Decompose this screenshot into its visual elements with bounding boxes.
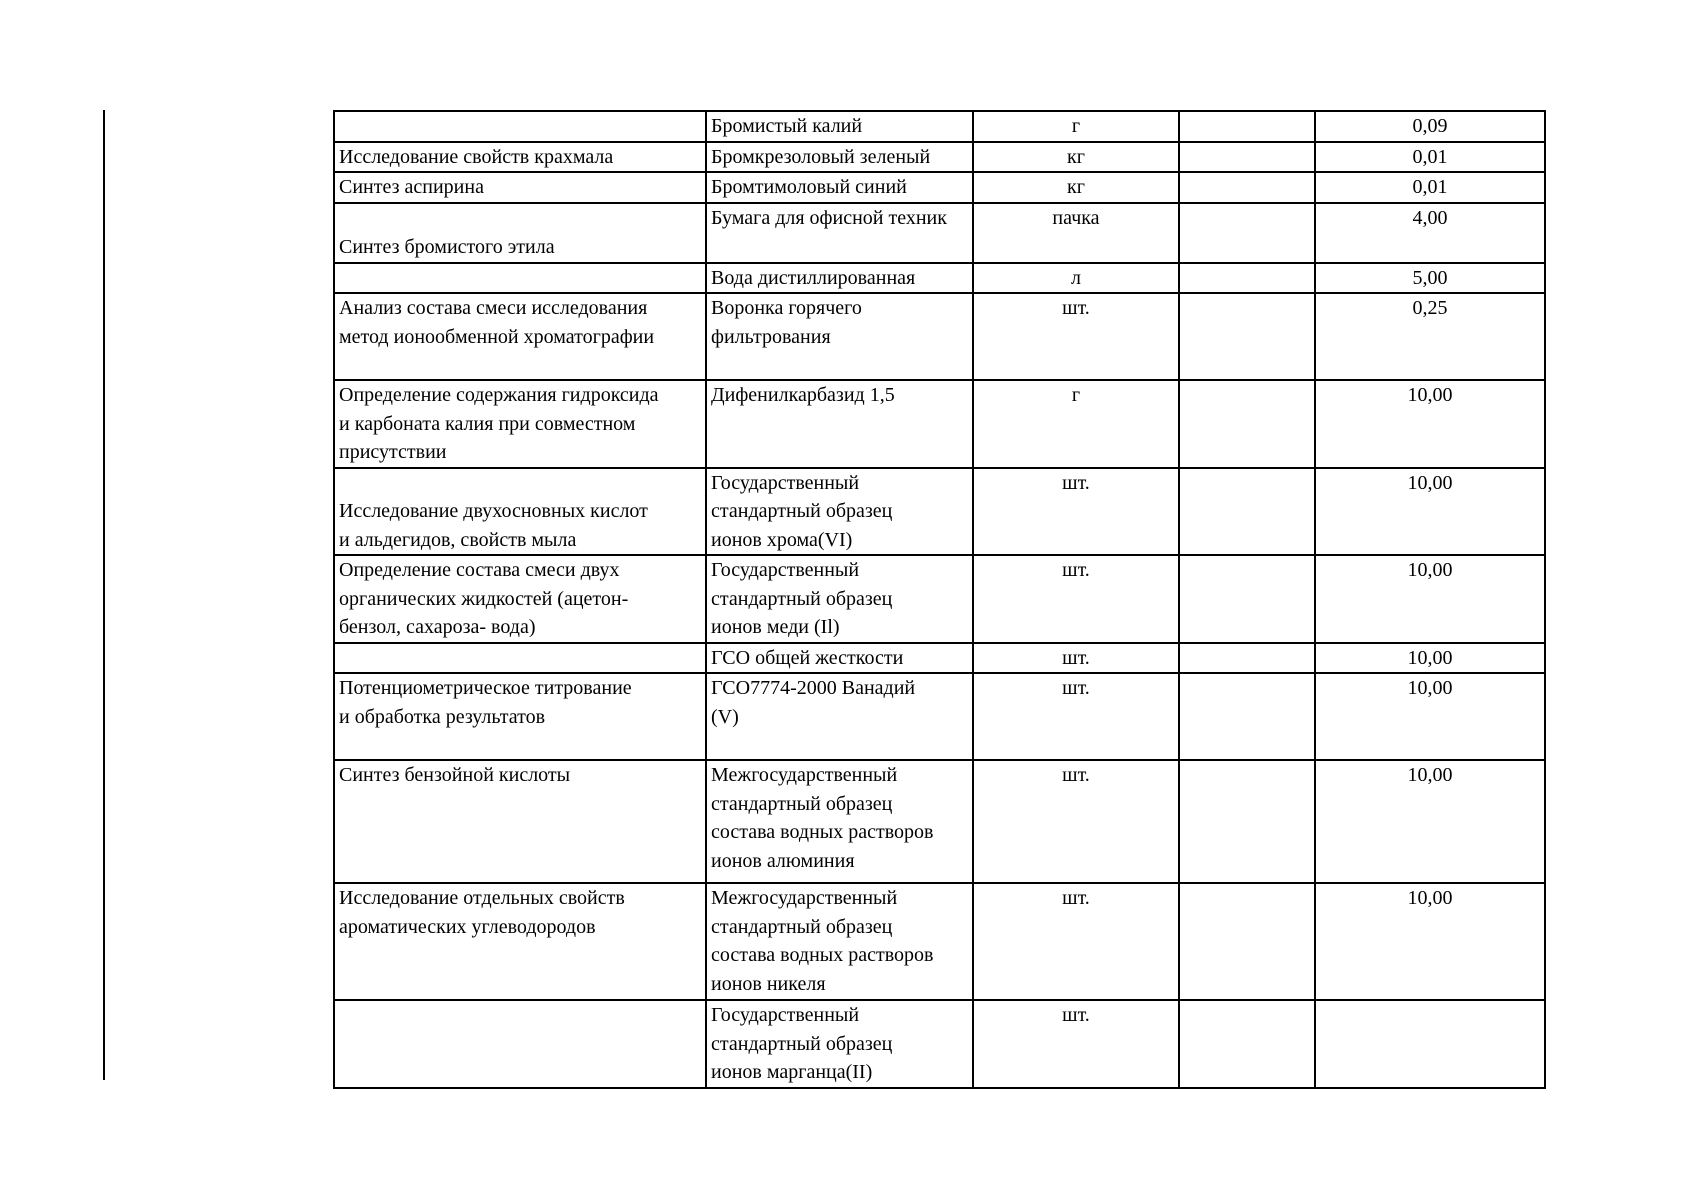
quantity-cell: 10,00 xyxy=(1315,555,1545,643)
work-cell xyxy=(334,1000,706,1088)
empty-cell xyxy=(1179,760,1315,883)
table-row xyxy=(334,380,1545,468)
material-cell: ГСО общей жесткости xyxy=(706,643,973,674)
table-row xyxy=(334,643,1545,674)
empty-cell xyxy=(1179,1000,1315,1088)
unit-cell: г xyxy=(973,111,1179,142)
unit-cell: л xyxy=(973,263,1179,294)
unit-cell: шт. xyxy=(973,555,1179,643)
table-row xyxy=(334,111,1545,142)
unit-cell: шт. xyxy=(973,643,1179,674)
table-row xyxy=(334,883,1545,1000)
work-cell: Исследование свойств крахмала xyxy=(334,142,706,173)
empty-cell xyxy=(1179,468,1315,556)
material-cell: Вода дистиллированная xyxy=(706,263,973,294)
material-cell: Воронка горячего фильтрования xyxy=(706,293,973,380)
table-row xyxy=(334,760,1545,883)
material-cell: Бромистый калий xyxy=(706,111,973,142)
empty-cell xyxy=(1179,111,1315,142)
material-cell: Дифенилкарбазид 1,5 xyxy=(706,380,973,468)
work-cell xyxy=(334,263,706,294)
quantity-cell: 0,01 xyxy=(1315,172,1545,203)
table-row xyxy=(334,142,1545,173)
material-cell: ГСО7774-2000 Ванадий (V) xyxy=(706,673,973,760)
unit-cell: пачка xyxy=(973,203,1179,263)
work-cell: Синтез бромистого этила xyxy=(334,203,706,263)
material-cell: Бромкрезоловый зеленый xyxy=(706,142,973,173)
empty-cell xyxy=(1179,673,1315,760)
material-cell: Государственный стандартный образец ионов марганца(II) xyxy=(706,1000,973,1088)
unit-cell: шт. xyxy=(973,883,1179,1000)
unit-cell: шт. xyxy=(973,673,1179,760)
material-cell: Бумага для офисной техник xyxy=(706,203,973,263)
unit-cell: шт. xyxy=(973,760,1179,883)
quantity-cell: 0,01 xyxy=(1315,142,1545,173)
work-cell: Синтез бензойной кислоты xyxy=(334,760,706,883)
work-cell: Анализ состава смеси исследования метод ионообменной хроматографии xyxy=(334,293,706,380)
work-cell xyxy=(334,643,706,674)
material-cell: Государственный стандартный образец ионов меди (Il) xyxy=(706,555,973,643)
work-cell: Синтез аспирина xyxy=(334,172,706,203)
material-cell: Межгосударственный стандартный образец состава водных растворов ионов алюминия xyxy=(706,760,973,883)
unit-cell: г xyxy=(973,380,1179,468)
materials-table xyxy=(333,110,1546,1089)
work-cell: Исследование двухосновных кислот и альдегидов, свойств мыла xyxy=(334,468,706,556)
unit-cell: кг xyxy=(973,172,1179,203)
empty-cell xyxy=(1179,643,1315,674)
empty-cell xyxy=(1179,172,1315,203)
quantity-cell: 0,09 xyxy=(1315,111,1545,142)
quantity-cell: 5,00 xyxy=(1315,263,1545,294)
table-row xyxy=(334,263,1545,294)
unit-cell: шт. xyxy=(973,293,1179,380)
empty-cell xyxy=(1179,380,1315,468)
work-cell: Определение состава смеси двух органических жидкостей (ацетон- бензол, сахароза- вода) xyxy=(334,555,706,643)
empty-cell xyxy=(1179,263,1315,294)
work-cell: Определение содержания гидроксида и карбоната калия при совместном присутствии xyxy=(334,380,706,468)
unit-cell: кг xyxy=(973,142,1179,173)
quantity-cell: 10,00 xyxy=(1315,760,1545,883)
quantity-cell: 10,00 xyxy=(1315,468,1545,556)
left-margin-rule xyxy=(103,110,105,1080)
work-cell xyxy=(334,111,706,142)
unit-cell: шт. xyxy=(973,468,1179,556)
table-row xyxy=(334,293,1545,380)
table-row xyxy=(334,555,1545,643)
work-cell: Потенциометрическое титрование и обработка результатов xyxy=(334,673,706,760)
empty-cell xyxy=(1179,555,1315,643)
table-row xyxy=(334,172,1545,203)
material-cell: Бромтимоловый синий xyxy=(706,172,973,203)
table-row xyxy=(334,203,1545,263)
material-cell: Государственный стандартный образец ионов хрома(VI) xyxy=(706,468,973,556)
table-row xyxy=(334,1000,1545,1088)
quantity-cell: 0,25 xyxy=(1315,293,1545,380)
quantity-cell: 10,00 xyxy=(1315,673,1545,760)
quantity-cell: 10,00 xyxy=(1315,380,1545,468)
table-row xyxy=(334,468,1545,556)
quantity-cell xyxy=(1315,1000,1545,1088)
empty-cell xyxy=(1179,883,1315,1000)
unit-cell: шт. xyxy=(973,1000,1179,1088)
empty-cell xyxy=(1179,293,1315,380)
empty-cell xyxy=(1179,203,1315,263)
work-cell: Исследование отдельных свойств ароматических углеводородов xyxy=(334,883,706,1000)
quantity-cell: 10,00 xyxy=(1315,643,1545,674)
material-cell: Межгосударственный стандартный образец состава водных растворов ионов никеля xyxy=(706,883,973,1000)
quantity-cell: 10,00 xyxy=(1315,883,1545,1000)
quantity-cell: 4,00 xyxy=(1315,203,1545,263)
table-row xyxy=(334,673,1545,760)
empty-cell xyxy=(1179,142,1315,173)
